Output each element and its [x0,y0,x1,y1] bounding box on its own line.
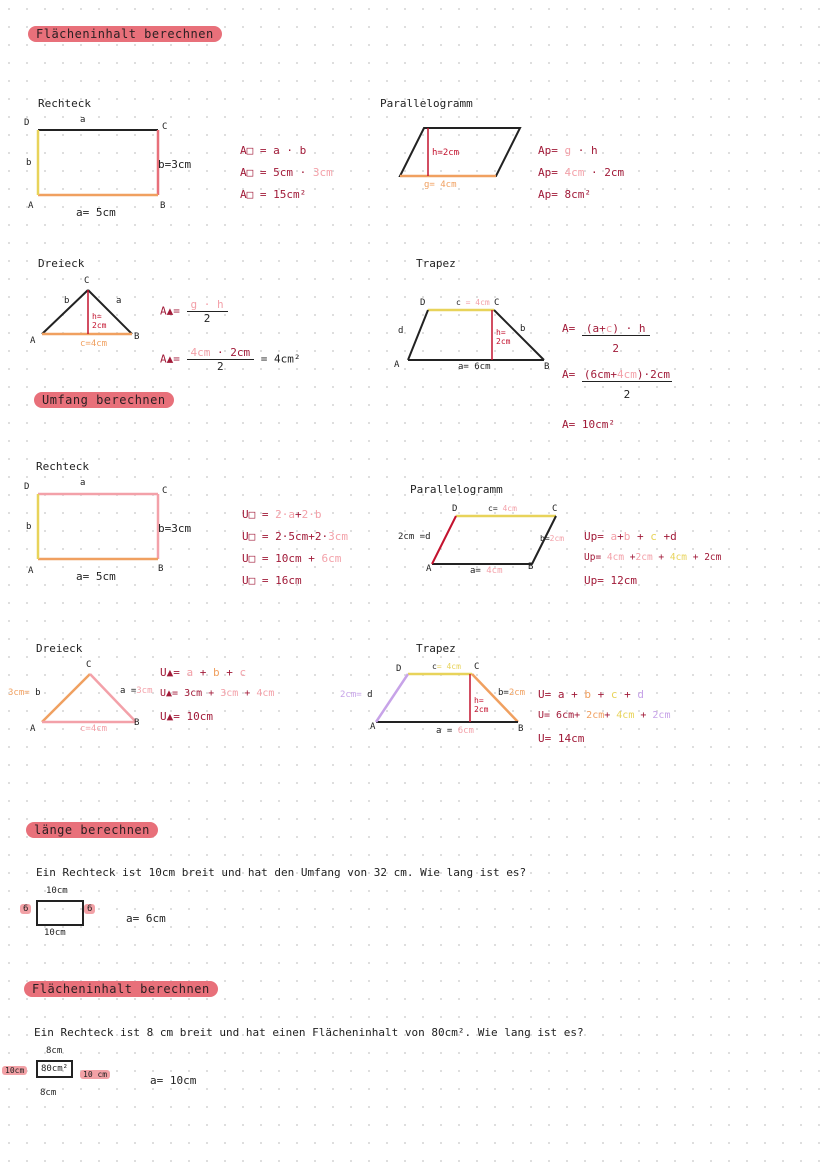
para-perim-label-a: a= 4cm [470,566,503,576]
rect-area-label-b: b [26,158,32,168]
trap-area-title: Trapez [416,257,456,270]
trap-area-label-c: c = 4cm [456,298,490,307]
trap-perim-label-A: A [370,722,376,732]
para-area-formula-1: Ap= g · h [538,144,598,157]
trap-perim-label-D: D [396,664,402,674]
tri-area-label-h: h= 2cm [92,312,107,330]
rect-perim-formula-4: U□ = 16cm [242,574,302,587]
tri-area-label-C: C [84,276,90,286]
rect-perim-label-C: C [162,486,168,496]
area2-label-left: 10cm [2,1066,27,1075]
tri-perim-label-C: C [86,660,92,670]
area2-answer: a= 10cm [150,1074,197,1087]
length-task-text: Ein Rechteck ist 10cm breit und hat den Umfang von 32 cm. Wie lang ist es? [36,866,527,879]
tri-perim-label-B: B [134,718,140,728]
section-header-area: Flächeninhalt berechnen [28,26,222,42]
tri-area-shape [40,288,136,338]
para-perim-label-D: D [452,504,458,514]
trap-perim-label-h: h= 2cm [474,696,489,714]
trap-area-label-b: b [520,324,526,334]
area2-label-top: 8cm [46,1046,63,1056]
area2-task-text: Ein Rechteck ist 8 cm breit und hat einen Flächeninhalt von 80cm². Wie lang ist es? [34,1026,584,1039]
rect-area-title: Rechteck [38,97,91,110]
para-perim-label-d: 2cm =d [398,532,431,542]
length-answer: a= 6cm [126,912,166,925]
length-label-top: 10cm [46,886,68,896]
rect-perim-label-a5: a= 5cm [76,570,116,583]
trap-area-formula-2: A= $\frac{(6cm+4cm)\cdot 2cm}{2}$ [562,368,670,401]
tri-area-label-a: a [116,296,122,306]
tri-area-label-c: c=4cm [80,339,108,349]
rect-area-label-a5: a= 5cm [76,206,116,219]
trap-area-label-B: B [544,362,550,372]
para-perim-formula-1: Up= a+b + c +d [584,530,677,543]
tri-perim-label-A: A [30,724,36,734]
tri-area-label-B: B [134,332,140,342]
para-perim-formula-3: Up= 12cm [584,574,637,587]
trap-area-shape [408,306,548,364]
rect-perim-formula-3: U□ = 10cm + 6cm [242,552,342,565]
section-header-area2: Flächeninhalt berechnen [24,981,218,997]
area2-rect-sketch: 80cm² [36,1060,73,1078]
tri-perim-label-c: c=4cm [80,724,108,734]
length-rect-sketch [36,900,84,926]
trap-area-formula-3: A= 10cm² [562,418,615,431]
tri-perim-shape [40,672,140,726]
para-area-formula-2: Ap= 4cm · 2cm [538,166,625,179]
rect-area-shape [38,130,160,196]
para-perim-label-A: A [426,564,432,574]
trap-area-label-h: h= 2cm [496,328,511,346]
para-area-formula-3: Ap= 8cm² [538,188,591,201]
rect-perim-label-A: A [28,566,34,576]
trap-perim-label-B: B [518,724,524,734]
para-perim-label-B: B [528,562,534,572]
trap-perim-label-C: C [474,662,480,672]
para-perim-title: Parallelogramm [410,483,503,496]
trap-area-label-a: a= 6cm [458,362,491,372]
trap-area-label-C: C [494,298,500,308]
tri-perim-title: Dreieck [36,642,83,655]
section-header-perimeter: Umfang berechnen [34,392,174,408]
trap-perim-label-d: 2cm= d [340,690,373,700]
tri-perim-formula-1: U▲= a + b + c [160,666,247,679]
trap-perim-formula-3: U= 14cm [538,732,585,745]
rect-area-label-B: B [160,201,166,211]
rect-perim-label-b3: b=3cm [158,522,192,535]
trap-perim-formula-1: U= a + b + c + d [538,688,644,701]
trap-perim-label-b: b=2cm [498,688,526,698]
rect-perim-formula-2: U□ = 2·5cm+2·3cm [242,530,348,543]
area2-label-right: 10 cm [80,1070,110,1079]
length-label-right: 6 [84,904,95,914]
rect-perim-label-b: b [26,522,32,532]
trap-area-label-d: d [398,326,404,336]
trap-perim-label-a: a = 6cm [436,726,474,736]
para-area-h: h=2cm [432,148,460,158]
tri-area-formula-1: A▲= $\frac{g \cdot h}{2}$ [160,298,228,325]
tri-perim-formula-2: U▲= 3cm + 3cm + 4cm [160,688,275,699]
tri-perim-label-b: 3cm= b [8,688,41,698]
tri-area-formula-2: A▲= $\frac{4cm \cdot 2cm}{2}$ = 4cm² [160,346,301,373]
area2-label-bottom: 8cm [40,1088,57,1098]
para-area-shape [400,126,524,178]
rect-area-label-A: A [28,201,34,211]
rect-area-label-b3: b=3cm [158,158,192,171]
trap-area-label-D: D [420,298,426,308]
para-area-g: g= 4cm [424,180,457,190]
rect-perim-formula-1: U□ = 2·a+2·b [242,508,322,521]
rect-area-formula-1: A□ = a · b [240,144,307,157]
para-perim-label-c: c= 4cm [488,504,517,513]
para-perim-formula-2: Up= 4cm +2cm + 4cm + 2cm [584,552,722,563]
para-area-title: Parallelogramm [380,97,473,110]
rect-perim-label-D: D [24,482,30,492]
tri-area-label-b: b [64,296,70,306]
tri-perim-label-a: a =3cm [120,686,153,696]
section-header-length: länge berechnen [26,822,158,838]
rect-perim-title: Rechteck [36,460,89,473]
trap-perim-title: Trapez [416,642,456,655]
rect-area-formula-2: A□ = 5cm · 3cm [240,166,333,179]
rect-perim-label-B: B [158,564,164,574]
trap-area-label-A: A [394,360,400,370]
rect-area-formula-3: A□ = 15cm² [240,188,307,201]
trap-area-formula-1: A= $\frac{(a+c) \cdot h}{2}$ [562,322,650,355]
rect-area-label-C: C [162,122,168,132]
rect-area-label-a: a [80,115,86,125]
tri-area-title: Dreieck [38,257,85,270]
rect-area-label-D: D [24,118,30,128]
trap-perim-formula-2: U= 6cm+ 2cm+ 4cm + 2cm [538,710,671,721]
tri-perim-formula-3: U▲= 10cm [160,710,213,723]
tri-area-label-A: A [30,336,36,346]
length-label-bottom: 10cm [44,928,66,938]
para-perim-label-C: C [552,504,558,514]
rect-perim-shape [38,494,160,560]
length-label-left: 6 [20,904,31,914]
trap-perim-label-c: c= 4cm [432,662,461,671]
rect-perim-label-a: a [80,478,86,488]
para-perim-label-b: b=2cm [540,534,565,543]
